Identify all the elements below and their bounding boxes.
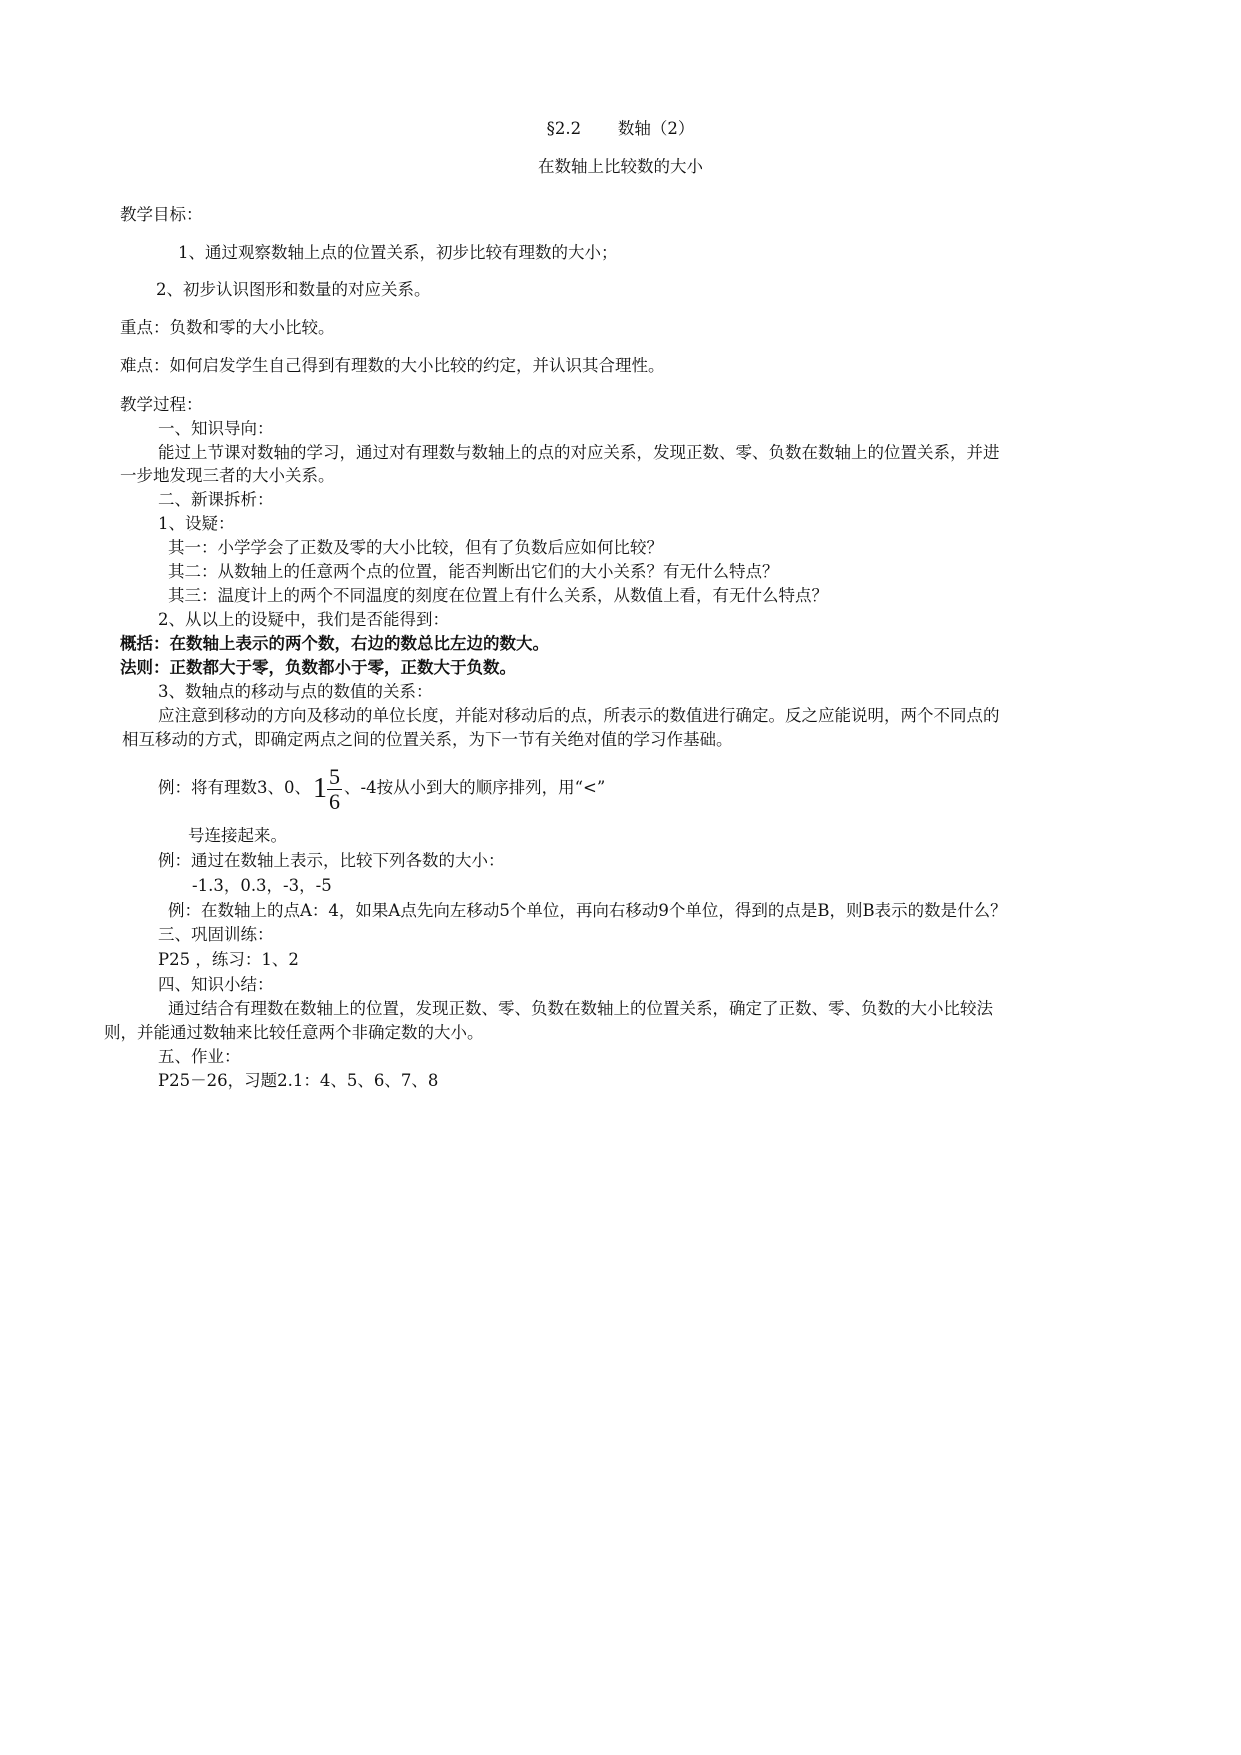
section-1-paragraph-line-2: 一步地发现三者的大小关系。 — [120, 466, 335, 485]
section-1-title: 一、知识导向： — [158, 419, 274, 438]
summary-statement: 概括：在数轴上表示的两个数，右边的数总比左边的数大。 — [120, 634, 549, 653]
example-1-continuation: 号连接起来。 — [188, 826, 287, 845]
section-4-title: 四、知识小结： — [158, 975, 274, 994]
page-title: §2.2 数轴（2） — [546, 119, 695, 138]
section-3-text: P25 ，练习：1、2 — [158, 950, 299, 969]
section-2-item-3: 3、数轴点的移动与点的数值的关系： — [158, 682, 433, 701]
objective-item-1: 1、通过观察数轴上点的位置关系，初步比较有理数的大小； — [178, 243, 618, 262]
fraction-whole: 1 — [313, 773, 327, 805]
question-3: 其三：温度计上的两个不同温度的刻度在位置上有什么关系，从数值上看，有无什么特点？ — [168, 586, 828, 605]
fraction-denominator: 6 — [329, 788, 340, 814]
section-5-title: 五、作业： — [158, 1047, 241, 1066]
example-1 — [158, 760, 605, 816]
page-subtitle: 在数轴上比较数的大小 — [538, 157, 703, 176]
section-4-line-2: 则，并能通过数轴来比较任意两个非确定数的大小。 — [104, 1023, 484, 1042]
process-heading: 教学过程： — [120, 395, 203, 414]
rule-statement: 法则：正数都大于零，负数都小于零，正数大于负数。 — [120, 658, 516, 677]
section-2-item-2: 2、从以上的设疑中，我们是否能得到： — [158, 610, 449, 629]
mixed-fraction — [313, 760, 342, 817]
example-3: 例：在数轴上的点A：4，如果A点先向左移动5个单位，再向右移动9个单位，得到的点是B，则B表示的数是什么？ — [168, 901, 1007, 920]
example-1-text-before: 例：将有理数3、0、 — [158, 778, 311, 798]
section-4-line-1: 通过结合有理数在数轴上的位置，发现正数、零、负数在数轴上的位置关系，确定了正数、零、负数的大小比较法 — [168, 999, 993, 1018]
objective-item-2: 2、初步认识图形和数量的对应关系。 — [156, 280, 431, 299]
section-2-item-3-line-1: 应注意到移动的方向及移动的单位长度，并能对移动后的点，所表示的数值进行确定。反之应能说明，两个不同点的 — [158, 706, 1000, 725]
fraction-numerator: 5 — [329, 763, 340, 789]
objectives-heading: 教学目标： — [120, 205, 203, 224]
section-3-title: 三、巩固训练： — [158, 925, 274, 944]
question-1: 其一：小学学会了正数及零的大小比较，但有了负数后应如何比较？ — [168, 538, 663, 557]
section-2-item-3-line-2: 相互移动的方式，即确定两点之间的位置关系，为下一节有关绝对值的学习作基础。 — [122, 730, 733, 749]
section-2-item-1: 1、设疑： — [158, 514, 235, 533]
section-2-title: 二、新课拆析： — [158, 490, 274, 509]
example-2-values: -1.3，0.3，-3，-5 — [192, 876, 332, 895]
difficulty-point: 难点：如何启发学生自己得到有理数的大小比较的约定，并认识其合理性。 — [120, 356, 665, 375]
key-point: 重点：负数和零的大小比较。 — [120, 318, 335, 337]
question-2: 其二：从数轴上的任意两个点的位置，能否判断出它们的大小关系？有无什么特点？ — [168, 562, 779, 581]
example-1-text-after: 、-4按从小到大的顺序排列，用“<” — [344, 778, 606, 798]
section-1-paragraph-line-1: 能过上节课对数轴的学习，通过对有理数与数轴上的点的对应关系，发现正数、零、负数在数轴上的位置关系，并进 — [158, 443, 1000, 462]
section-5-text: P25－26，习题2.1：4、5、6、7、8 — [158, 1071, 439, 1090]
example-2: 例：通过在数轴上表示，比较下列各数的大小： — [158, 851, 505, 870]
